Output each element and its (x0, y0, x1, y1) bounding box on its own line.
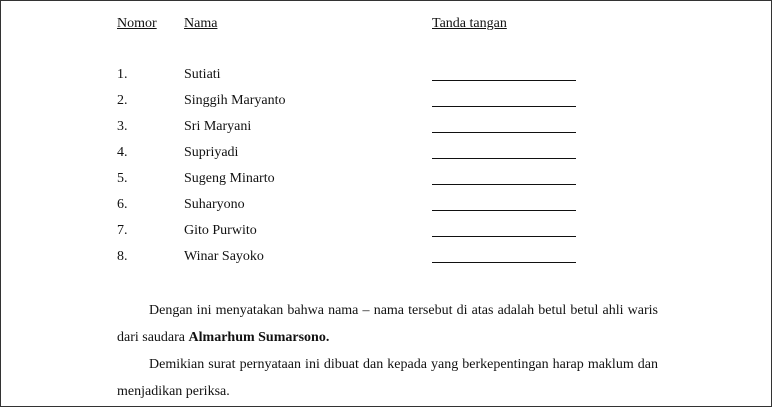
statement-paragraph (117, 297, 658, 351)
signature-line (432, 262, 576, 263)
row-number: 4. (117, 145, 128, 160)
row-number: 7. (117, 223, 128, 238)
row-name: Sugeng Minarto (184, 171, 275, 186)
row-number: 2. (117, 93, 128, 108)
list-item (1, 118, 771, 144)
row-name: Suharyono (184, 197, 245, 212)
signature-line (432, 106, 576, 107)
signature-line (432, 132, 576, 133)
row-name: Supriyadi (184, 145, 239, 160)
list-item (1, 170, 771, 196)
row-name: Sutiati (184, 67, 221, 82)
header-nama: Nama (184, 16, 218, 31)
list-item (1, 92, 771, 118)
header-tanda-tangan: Tanda tangan (432, 16, 507, 31)
row-number: 6. (117, 197, 128, 212)
closing-paragraph (117, 351, 658, 405)
heir-list (1, 66, 771, 274)
signature-line (432, 236, 576, 237)
signature-line (432, 210, 576, 211)
signature-line (432, 158, 576, 159)
list-item (1, 222, 771, 248)
row-name: Singgih Maryanto (184, 93, 286, 108)
list-item (1, 144, 771, 170)
header-nomor: Nomor (117, 16, 157, 31)
row-name: Gito Purwito (184, 223, 257, 238)
row-number: 5. (117, 171, 128, 186)
statement-text: Dengan ini menyatakan bahwa nama – nama tersebut di atas adalah betul betul ahli waris dari saudara (117, 303, 658, 345)
list-item (1, 248, 771, 274)
list-item (1, 66, 771, 92)
signature-line (432, 80, 576, 81)
row-number: 3. (117, 119, 128, 134)
closing-text: Demikian surat pernyataan ini dibuat dan kepada yang berkepentingan harap maklum dan menjadikan periksa. (117, 357, 658, 399)
list-item (1, 196, 771, 222)
deceased-name: Almarhum Sumarsono. (188, 330, 330, 345)
row-name: Sri Maryani (184, 119, 252, 134)
row-number: 1. (117, 67, 128, 82)
signature-line (432, 184, 576, 185)
row-name: Winar Sayoko (184, 249, 264, 264)
row-number: 8. (117, 249, 128, 264)
